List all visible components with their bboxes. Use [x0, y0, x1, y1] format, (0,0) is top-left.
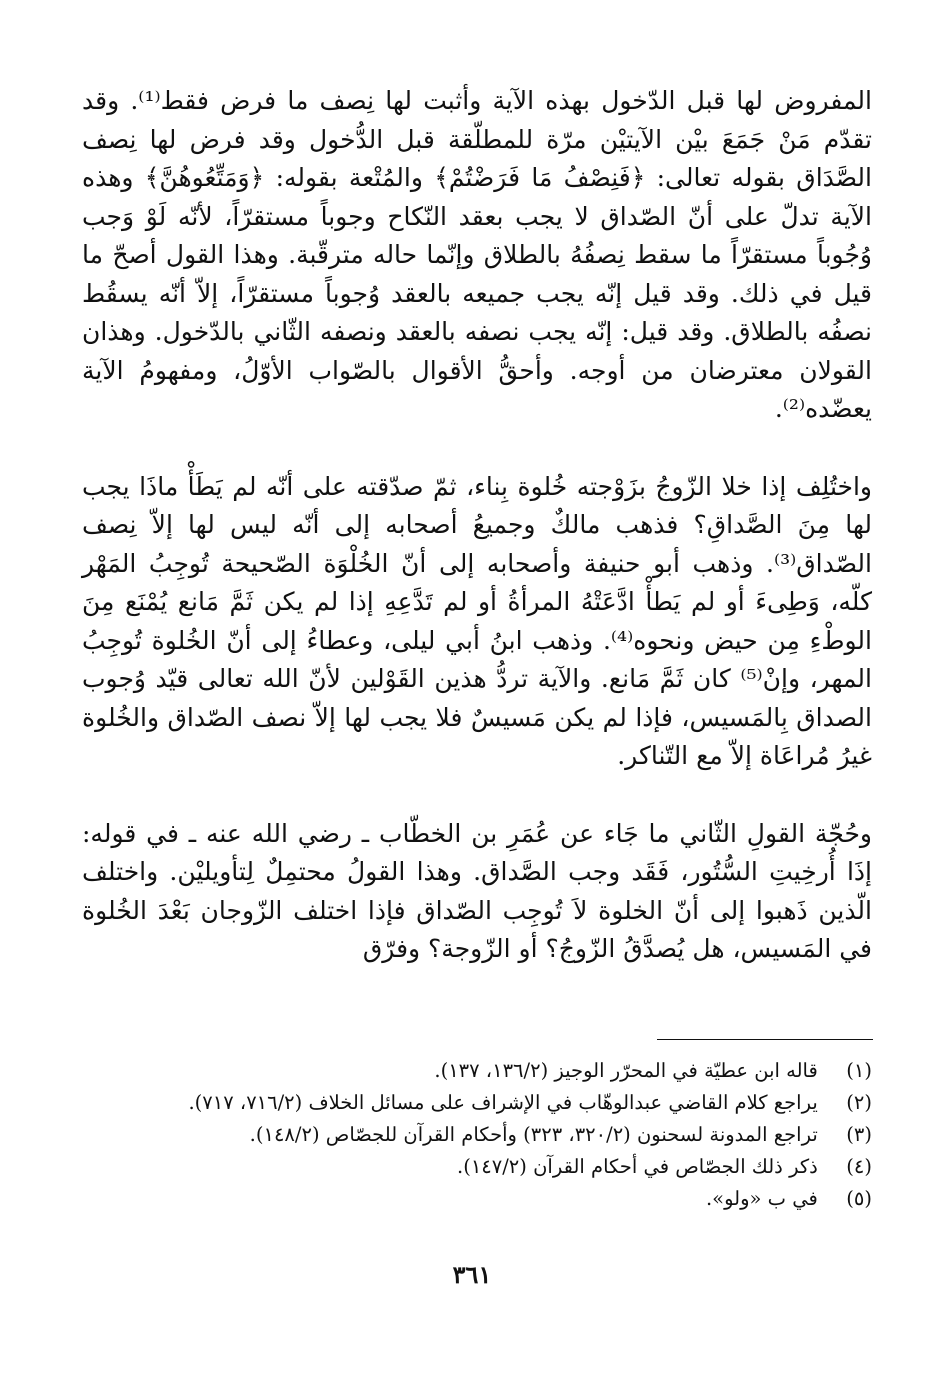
footnote-number: (٣) [846, 1123, 872, 1146]
footnote-number: (٥) [846, 1187, 872, 1210]
footnote-5 [82, 1183, 872, 1215]
paragraph-2: واختُلِف إذا خلا الزّوجُ بزَوْجته خُلوة بِناء، ثمّ صدّقته على أنّه لم يَطَأْ ماذَا يجب لها مِنَ الصَّداقِ؟ فذهب مالكٌ وجميعُ أصحابه إلى أنّه ليس لها إلاّ نِصف الصّداق⁽³⁾. وذهب أبو حنيفة وأصحابه إلى أنّ الخُلْوَة الصّحيحة تُوجِبُ المَهْر كلّه، وَطِىءَ أو لم يَطأْ ادَّعَتْهُ المرأةُ أو لم تَدَّعِهِ إذا لم يكن ثَمَّ مَانع يُمْنَع مِنَ الوطْءِ مِن حيض ونحوه⁽⁴⁾. وذهب ابنُ أبي ليلى، وعطاءُ إلى أنّ الخُلوة تُوجِبُ المهر، وإنْ⁽⁵⁾ كان ثَمَّ مَانع. والآية تردُّ هذين القَوْلين لأنّ الله تعالى قيّد وُجوب الصداق بِالمَسيس، فإذا لم يكن مَسيسٌ فلا يجب لها إلاّ نصف الصّداق والخُلوة غيرُ مُراعَاة إلاّ مع التّناكر. [82, 471, 872, 770]
footnote-1 [82, 1055, 872, 1087]
footnote-text: ذكر ذلك الجصّاص في أحكام القرآن (١٤٧/٢). [457, 1155, 818, 1178]
footnote-2 [82, 1087, 872, 1119]
page-number: ٣٦١ [452, 1260, 492, 1289]
footnote-number: (٤) [846, 1155, 872, 1178]
footnote-number: (٢) [846, 1091, 872, 1114]
footnote-separator [657, 1039, 873, 1040]
paragraph-3: وحُجّة القولِ الثّاني ما جَاء عن عُمَرِ بن الخطّاب ـ رضي الله عنه ـ في قوله: إذَا أُرخِيتِ السُّتُور، فَقَد وجب الصَّداق. وهذا القولُ محتمِلٌ لِتأويليْن. واختلف الّذين ذَهبوا إلى أنّ الخلوة لاَ تُوجِب الصّداق فإذا اختلف الزّوجان بَعْدَ الخُلوة في المَسيس، هل يُصدَّقُ الزّوجُ؟ أو الزّوجة؟ وفرّق [82, 818, 872, 963]
footnote-text: قاله ابن عطيّة في المحرّر الوجيز (١٣٦/٢، ١٣٧). [434, 1059, 818, 1082]
footnote-text: يراجع كلام القاضي عبدالوهّاب في الإشراف على مسائل الخلاف (٧١٦/٢، ٧١٧). [188, 1091, 818, 1114]
footnote-4 [82, 1151, 872, 1183]
paragraph-1: المفروض لها قبل الدّخول بهذه الآية وأثبت لها نِصف ما فرض فقط⁽¹⁾. وقد تقدّم مَنْ جَمَعَ بيْن الآيتيْن مرّة للمطلّقة قبل الدُّخول وقد فرض لها نِصف الصَّدَاق بقوله تعالى: ﴿فَنِصْفُ مَا فَرَضْتُمْ﴾ والمُتْعة بقوله: ﴿وَمَتِّعُوهُنَّ﴾ وهذه الآية تدلّ على أنّ الصّداق لا يجب بعقد النّكاح وجوباً مستقرّاً، لأنّه لَوْ وَجب وُجُوباً مستقرّاً ما سقط نِصفُهُ بالطلاق وإنّما حاله مترقّبة. وهذا القول أصحّ ما قيل في ذلك. وقد قيل إنّه يجب جميعه بالعقد وُجوباً مستقرّاً، إلاّ أنّه يسقُط نصفُه بالطلاق. وقد قيل: إنّه يجب نصفه بالعقد ونصفه الثّاني بالدّخول. وهذان القولان معترضان من أوجه. وأحقُّ الأقوال بالصّواب الأوّلُ، ومفهومُ الآية يعضّده⁽²⁾. [82, 86, 872, 423]
footnotes [82, 1055, 872, 1215]
main-text [82, 82, 872, 969]
footnote-number: (١) [846, 1059, 872, 1082]
footnote-text: تراجع المدونة لسحنون (٣٢٠/٢، ٣٢٣) وأحكام القرآن للجصّاص (١٤٨/٢). [249, 1123, 818, 1146]
footnote-3 [82, 1119, 872, 1151]
footnote-text: في ب «ولو». [705, 1187, 818, 1210]
